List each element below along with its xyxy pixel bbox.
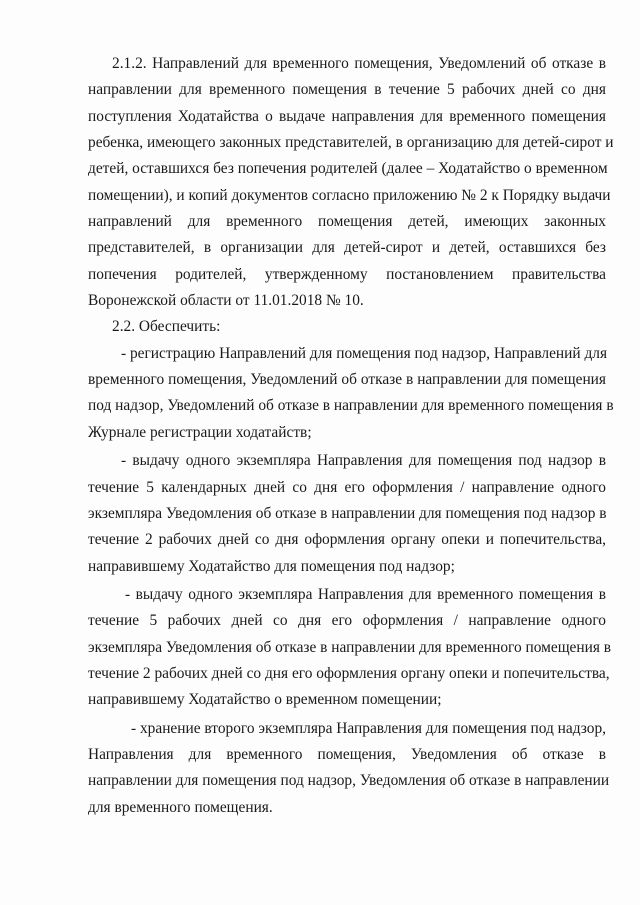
text-line: 2.2. Обеспечить: [112, 318, 221, 336]
text-line: направившему Ходатайство для помещения под надзор; [88, 557, 455, 575]
list-item-issue-temporary [88, 582, 612, 714]
text-line: направлении для помещения под надзор, Уведомления об отказе в направлении [88, 772, 610, 790]
text-line: попечения родителей, утвержденному постановлением правительства [88, 265, 606, 283]
text-line: помещении), и копий документов согласно приложению № 2 к Порядку выдачи [88, 186, 611, 204]
text-line: Воронежской области от 11.01.2018 № 10. [88, 292, 364, 310]
list-item-issue-supervision [88, 448, 606, 580]
text-line: - хранение второго экземпляра Направления для помещения под надзор, [131, 719, 606, 737]
text-line: - выдачу одного экземпляра Направления для помещения под надзор в [121, 452, 606, 470]
text-line: Направления для временного помещения, Уведомления об отказе в [88, 745, 606, 763]
text-line: - регистрацию Направлений для помещения под надзор, Направлений для [121, 344, 608, 362]
text-line: ребенка, имеющего законных представителей, в организацию для детей-сирот и [88, 134, 614, 152]
list-item-storage [88, 716, 610, 821]
text-line: течение 5 календарных дней со дня его оформления / направление одного [88, 478, 606, 496]
text-line: экземпляра Уведомления об отказе в направлении для помещения под надзор в [88, 504, 607, 522]
text-line: направившему Ходатайство о временном помещении; [88, 691, 442, 709]
text-line: для временного помещения. [88, 798, 273, 816]
text-line: Журнале регистрации ходатайств; [88, 423, 312, 441]
text-line: течение 2 рабочих дней со дня его оформления органу опеки и попечительства, [88, 664, 610, 682]
list-item-registration [88, 341, 614, 446]
document-body [88, 51, 614, 821]
text-line: направлений для временного помещения детей, имеющих законных [88, 213, 606, 231]
text-line: течение 2 рабочих дней со дня оформления органу опеки и попечительства, [88, 531, 606, 549]
text-line: под надзор, Уведомлений об отказе в направлении для временного помещения в [88, 397, 614, 415]
text-line: представителей, в организации для детей-сирот и детей, оставшихся без [88, 239, 606, 257]
paragraph-2-1-2 [88, 51, 614, 314]
text-line: 2.1.2. Направлений для временного помещения, Уведомлений об отказе в [112, 55, 606, 72]
text-line: течение 5 рабочих дней со дня его оформления / направление одного [88, 612, 606, 630]
text-line: - выдачу одного экземпляра Направления для временного помещения в [125, 585, 606, 603]
text-line: экземпляра Уведомления об отказе в направлении для временного помещения в [88, 638, 612, 656]
text-line: временного помещения, Уведомлений об отказе в направлении для помещения [88, 371, 606, 389]
text-line: поступления Ходатайства о выдаче направления для временного помещения [88, 107, 606, 125]
text-line: детей, оставшихся без попечения родителей (далее – Ходатайство о временном [88, 160, 608, 178]
text-line: направлении для временного помещения в течение 5 рабочих дней со дня [88, 81, 606, 99]
paragraph-2-2 [88, 314, 606, 340]
